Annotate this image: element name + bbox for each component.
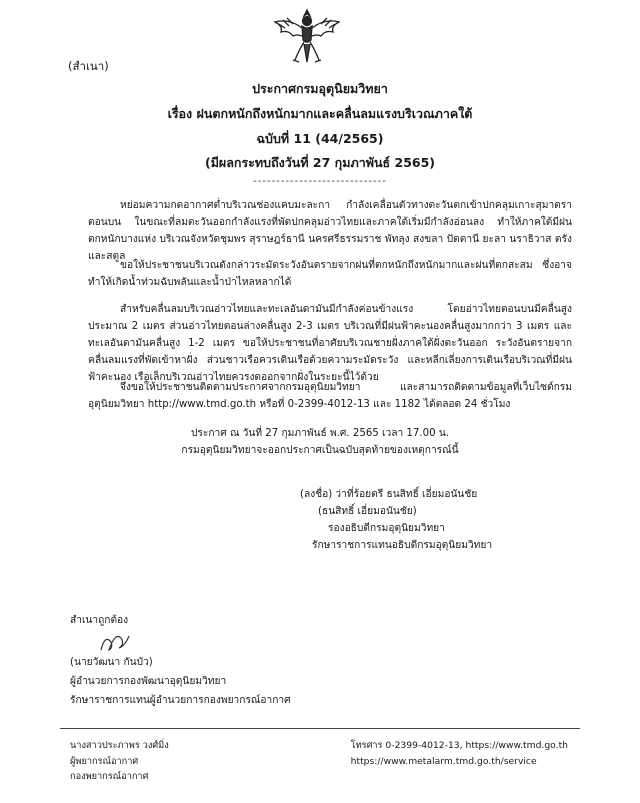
forecaster-name: นางสาวประภาพร วงศ์มิ่ง — [70, 740, 169, 751]
signature-acting: รักษาราชการแทนอธิบดีกรมอุตุนิยมวิทยา — [312, 540, 493, 551]
signature-position: รองอธิบดีกรมอุตุนิยมวิทยา — [328, 523, 445, 534]
contact-service-url: https://www.metalarm.tmd.go.th/service — [350, 755, 537, 767]
handwritten-signature-icon — [95, 628, 135, 656]
effective-date: (มีผลกระทบถึงวันที่ 27 กุมภาพันธ์ 2565) — [204, 155, 436, 170]
issue-number: ฉบับที่ 11 (44/2565) — [256, 131, 384, 146]
announce-date: ประกาศ ณ วันที่ 27 กุมภาพันธ์ พ.ศ. 2565 เวลา 17.00 น. — [190, 428, 450, 439]
paragraph-wave: สำหรับคลื่นลมบริเวณอ่าวไทยและทะเลอันดามันมีกำลังค่อนข้างแรง โดยอ่าวไทยตอนบนมีคลื่นสูงประมาณ 2 เมตร ส่วนอ่าวไทยตอนล่างคลื่นสูง 2-3 เมตร บริเวณที่มีฝนฟ้าคะนองคลื่นสูงมากกว่า 3 เมตร และทะเลอันดามันคลื่นสูง 1-2 เมตร ขอให้ประชาชนที่อาศัยบริเวณชายฝั่งภาคใต้ฝั่งตะวันออก ระวังอันตรายจากคลื่นลมแรงที่พัดเข้าหาฝั่ง ส่วนชาวเรือควรเดินเรือด้วยความระมัดระวัง และหลีกเลี่ยงการเดินเรือบริเวณที่มีฝนฟ้าคะนอง เรือเล็กบริเวณอ่าวไทยควรงดออกจากฝั่งในระยะนี้ไว้ด้วย — [88, 304, 572, 383]
contact-phone-web: โทรศาร 0-2399-4012-13, https://www.tmd.go.th — [350, 740, 568, 751]
paragraph-warning: ขอให้ประชาชนบริเวณดังกล่าวระมัดระวังอันตรายจากฝนที่ตกหนักถึงหนักมากและฝนที่ตกสะสม ซึ่งอาจทำให้เกิดน้ำท่วมฉับพลันและน้ำป่าไหลหลากได้ — [88, 260, 572, 288]
certification-label: สำเนาถูกต้อง — [70, 615, 129, 626]
subject-title: เรื่อง ฝนตกหนักถึงหนักมากและคลื่นลมแรงบริเวณภาคใต้ — [167, 106, 473, 121]
garuda-emblem-icon — [271, 4, 343, 66]
forecaster-role: ผู้พยากรณ์อากาศ — [70, 755, 139, 767]
paragraph-follow-up: จึงขอให้ประชาชนติดตามประกาศจากกรมอุตุนิยมวิทยา และสามารถติดตามข้อมูลที่เว็บไซต์กรมอุตุนิยมวิทยา http://www.tmd.go.th หรือที่ 0-2399-4012-13 และ 1182 ได้ตลอด 24 ชั่วโมง — [88, 382, 572, 410]
forecaster-division: กองพยากรณ์อากาศ — [70, 771, 149, 782]
signature-signed: (ลงชื่อ) ว่าที่ร้อยตรี ธนสิทธิ์ เอี่ยมอนันชัย — [300, 489, 478, 500]
certification-position: ผู้อำนวยการกองพัฒนาอุตุนิยมวิทยา — [70, 676, 227, 687]
copy-mark: (สำเนา) — [68, 59, 109, 73]
footer-right — [351, 738, 568, 769]
signature-block — [300, 486, 492, 554]
final-note: กรมอุตุนิยมวิทยาจะออกประกาศเป็นฉบับสุดท้ายของเหตุการณ์นี้ — [181, 445, 459, 456]
certification-name: (นายวัฒนา กันบัว) — [70, 657, 153, 668]
org-title: ประกาศกรมอุตุนิยมวิทยา — [252, 81, 388, 96]
footer-divider — [60, 728, 580, 729]
certification-acting: รักษาราชการแทนผู้อำนวยการกองพยากรณ์อากาศ — [70, 695, 291, 706]
signature-name: (ธนสิทธิ์ เอี่ยมอนันชัย) — [318, 506, 417, 517]
paragraph-situation: หย่อมความกดอากาศต่ำบริเวณช่องแคบมะละกา กำลังเคลื่อนตัวทางตะวันตกเข้าปกคลุมเกาะสุมาตราตอนบน ในขณะที่ลมตะวันออกกำลังแรงที่พัดปกคลุมอ่าวไทยและภาคใต้เริ่มมีกำลังอ่อนลง ทำให้ภาคใต้มีฝนตกหนักบางแห่ง บริเวณจังหวัดชุมพร สุราษฎร์ธานี นครศรีธรรมราช พัทลุง สงขลา ปัตตานี ยะลา นราธิวาส ตรัง และสตูล — [88, 200, 572, 262]
footer-left — [70, 738, 169, 785]
separator-line: ----------------------------- — [253, 176, 387, 187]
